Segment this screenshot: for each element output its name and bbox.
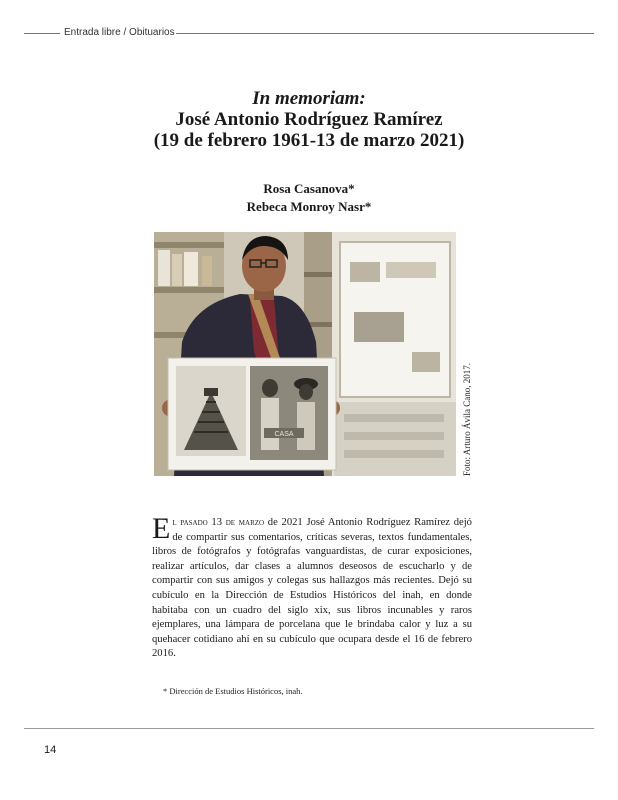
photo-illustration [154, 232, 456, 476]
header-rule-left [24, 33, 60, 34]
memorial-photo [154, 232, 456, 476]
lead-smallcaps: l pasado 13 de marzo [172, 517, 265, 528]
article-body [152, 512, 472, 662]
page-number: 14 [44, 744, 57, 756]
photo-credit: Foto: Arturo Ávila Cano, 2017. [462, 363, 472, 476]
poster-caption: CASA [274, 431, 294, 438]
footnote: * Dirección de Estudios Históricos, inah. [163, 686, 303, 696]
author-2: Rebeca Monroy Nasr* [246, 199, 372, 214]
body-paragraph: de 2021 José Antonio Rodríguez Ramírez dejó de compartir sus comentarios, críticas severas, textos fundamentales, libros de fotógrafos y fotógrafas vanguardistas, de curar exposiciones, realizar artículos, dar clases a alumnos deseosos de escucharlo y de compartir con sus amigos y colegas sus hallazgos más recientes. Dejó su cubículo en la Dirección de Estudios Históricos del inah, en donde habitaba con un cuadro del siglo xix, sus libros incunables y raros ejemplares, una lámpara de porcelana que le brindaba calor y luz a su quehacer cotidiano ahí en su cubículo que ocupara desde el 16 de febrero 2016. [152, 517, 472, 660]
footer-rule [24, 728, 594, 729]
dropcap: E [152, 512, 171, 545]
authors [0, 180, 618, 216]
section-label: Entrada libre / Obituarios [64, 27, 175, 38]
header-rule-right [176, 33, 594, 34]
article-title [0, 88, 618, 151]
running-header [24, 26, 594, 40]
title-line-2: José Antonio Rodríguez Ramírez [175, 109, 443, 130]
title-line-1: In memoriam: [252, 88, 366, 109]
title-line-3: (19 de febrero 1961-13 de marzo 2021) [153, 130, 465, 151]
author-1: Rosa Casanova* [263, 181, 355, 196]
